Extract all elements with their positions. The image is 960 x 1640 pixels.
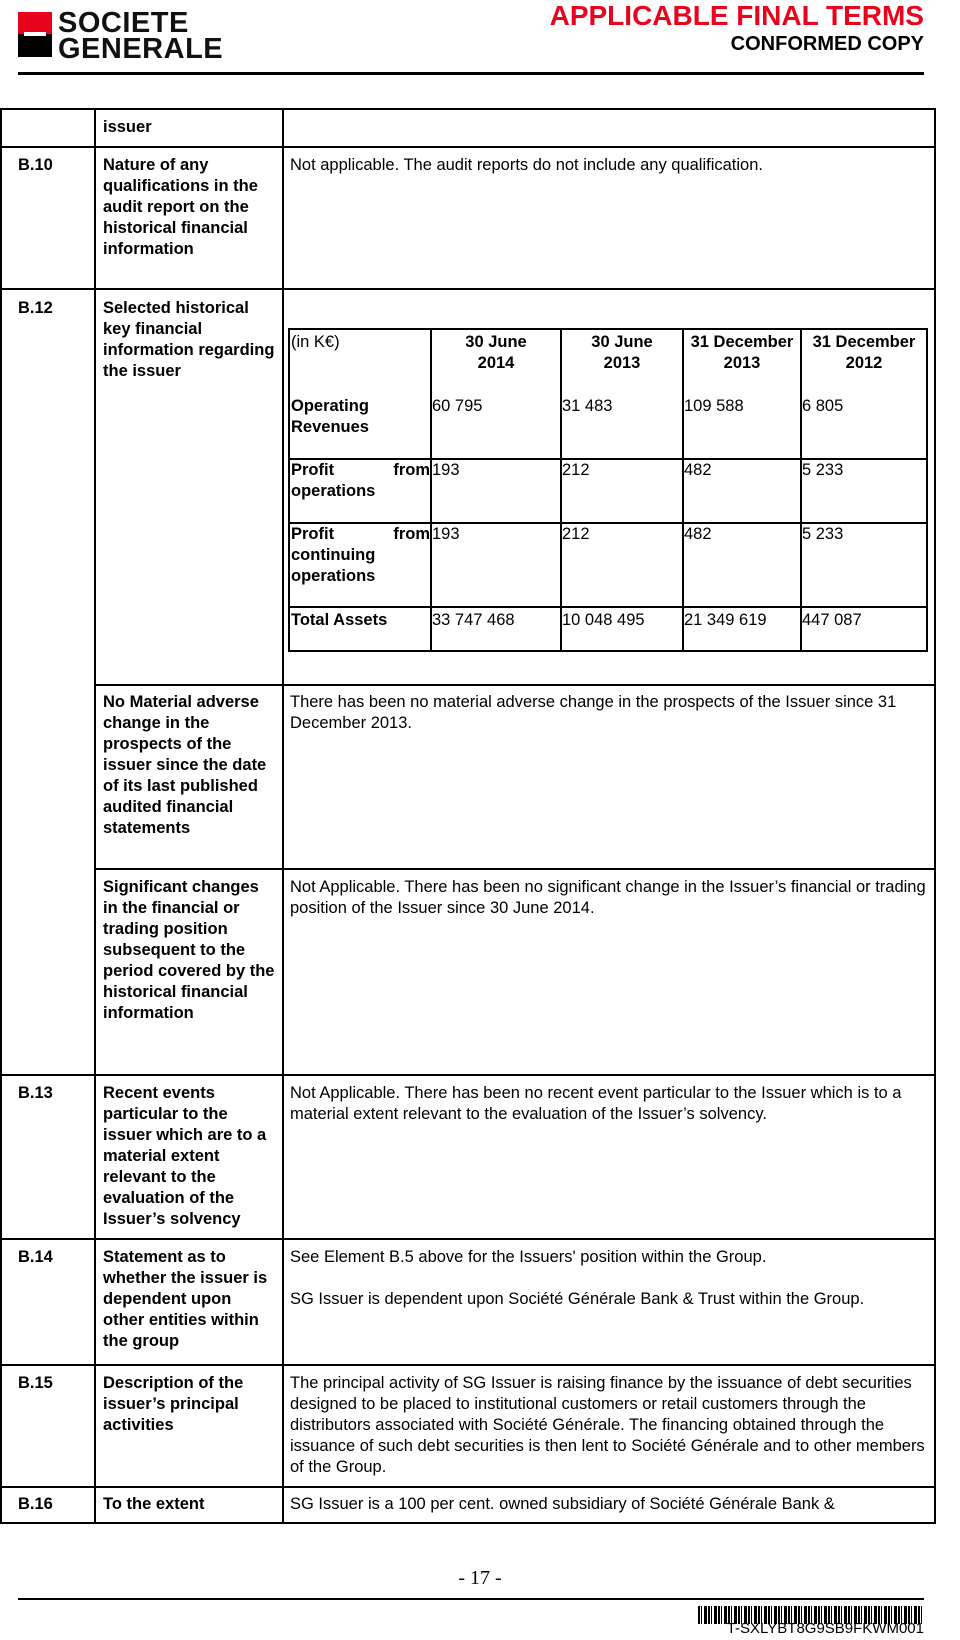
table-line [0, 146, 936, 148]
header-divider [18, 72, 924, 75]
fin-row-header [291, 524, 430, 587]
logo-line-2: GENERALE [58, 33, 224, 65]
fin-cell: 60 795 [432, 397, 483, 415]
fin-column-header [684, 332, 800, 374]
table-line [934, 108, 936, 1524]
table-line [0, 1238, 936, 1240]
element-label: Selected historical key financial information regarding the issuer [103, 299, 275, 380]
fin-cell: 21 349 619 [684, 611, 767, 629]
column-header-line: 2013 [723, 354, 761, 372]
fin-cell: 447 087 [802, 611, 862, 629]
fin-cell: 5 233 [802, 461, 844, 479]
fin-unit-label: (in K€) [291, 333, 340, 351]
element-code: B.10 [18, 156, 53, 174]
fin-cell: 212 [562, 525, 590, 543]
footer-divider [18, 1598, 924, 1600]
paragraph: SG Issuer is dependent upon Société Générale Bank & Trust within the Group. [290, 1290, 865, 1308]
fin-table-line [430, 328, 432, 652]
element-text: SG Issuer is a 100 per cent. owned subsidiary of Société Générale Bank & [290, 1495, 835, 1513]
column-header-line: 2013 [603, 354, 641, 372]
column-header-line: 31 December [812, 333, 916, 351]
column-header-line: 31 December [690, 333, 794, 351]
fin-cell: 193 [432, 525, 460, 543]
table-line [0, 108, 936, 110]
column-header-line: 30 June [591, 333, 653, 351]
row-header-word: from [393, 525, 430, 543]
fin-cell: 212 [562, 461, 590, 479]
paragraph: See Element B.5 above for the Issuers' position within the Group. [290, 1248, 767, 1266]
row-label-issuer: issuer [103, 118, 152, 136]
table-line [94, 868, 936, 870]
element-code: B.16 [18, 1495, 53, 1513]
row-header-word: Operating [291, 397, 369, 415]
fin-column-header [802, 332, 926, 374]
logo-wordmark [58, 7, 224, 65]
financial-information-table [288, 328, 928, 652]
row-header-word: from [393, 461, 430, 479]
fin-table-line [288, 606, 928, 608]
element-label: Recent events particular to the issuer which are to a material extent relevant to the evaluation of the Issuer’s solvency [103, 1084, 267, 1228]
row-header-word: Profit [291, 461, 335, 479]
fin-table-line [926, 328, 928, 652]
fin-table-line [682, 328, 684, 652]
fin-table-line [800, 328, 802, 652]
fin-table-line [288, 328, 928, 330]
table-line [282, 108, 284, 1524]
row-header-line: Revenues [291, 418, 369, 436]
element-code: B.12 [18, 299, 53, 317]
element-label: Nature of any qualifications in the audit report on the historical financial information [103, 156, 258, 258]
element-label: Description of the issuer’s principal activities [103, 1374, 244, 1434]
document-title: APPLICABLE FINAL TERMS [549, 0, 924, 31]
element-text: Not Applicable. There has been no recent event particular to the Issuer which is to a material extent relevant to the evaluation of the Issuer’s solvency. [290, 1084, 902, 1123]
fin-table-line [288, 650, 928, 652]
element-label: Statement as to whether the issuer is dependent upon other entities within the group [103, 1248, 268, 1350]
table-line [0, 108, 2, 1524]
page-number: - 17 - [458, 1567, 502, 1589]
table-line [0, 1486, 936, 1488]
table-line [94, 684, 936, 686]
element-text: Not applicable. The audit reports do not include any qualification. [290, 156, 763, 174]
fin-cell: 31 483 [562, 397, 613, 415]
element-text [290, 1247, 930, 1310]
fin-row-header: Total Assets [291, 611, 388, 629]
fin-cell: 10 048 495 [562, 611, 645, 629]
fin-cell: 6 805 [802, 397, 844, 415]
column-header-line: 2012 [845, 354, 883, 372]
document-id: T-SXLYBT8G9SB9FKWM001 [726, 1620, 924, 1637]
fin-table-line [560, 328, 562, 652]
table-line [0, 1364, 936, 1366]
column-header-line: 2014 [477, 354, 515, 372]
logo-line-1: SOCIETE [58, 7, 189, 39]
document-subtitle: CONFORMED COPY [730, 33, 924, 55]
fin-column-header [432, 332, 560, 374]
table-line [94, 108, 96, 1524]
fin-column-header [562, 332, 682, 374]
societe-generale-logo-mark [18, 12, 52, 57]
element-label: No Material adverse change in the prospects of the issuer since the date of its last published audited financial statements [103, 693, 267, 837]
fin-cell: 482 [684, 461, 712, 479]
fin-cell: 193 [432, 461, 460, 479]
fin-cell: 33 747 468 [432, 611, 515, 629]
fin-cell: 482 [684, 525, 712, 543]
element-text: The principal activity of SG Issuer is raising finance by the issuance of debt securities designed to be placed to institutional customers or retail customers through the distributors associated with Société Générale. The financing obtained through the issuance of such debt securities is then lent to Société Générale and to other members of the Group. [290, 1374, 925, 1476]
element-code: B.14 [18, 1248, 53, 1266]
fin-cell: 5 233 [802, 525, 844, 543]
element-text: There has been no material adverse change in the prospects of the Issuer since 31 December 2013. [290, 693, 897, 732]
column-header-line: 30 June [465, 333, 527, 351]
fin-cell: 109 588 [684, 397, 744, 415]
element-text: Not Applicable. There has been no significant change in the Issuer’s financial or trading position of the Issuer since 30 June 2014. [290, 878, 926, 917]
element-code: B.15 [18, 1374, 53, 1392]
row-header-line: continuing [291, 546, 376, 564]
table-line [0, 1074, 936, 1076]
row-header-word: Profit [291, 525, 335, 543]
table-line [0, 1522, 936, 1524]
fin-table-line [288, 328, 290, 652]
row-header-line: operations [291, 567, 376, 585]
fin-row-header [291, 460, 430, 502]
row-header-line: operations [291, 482, 376, 500]
element-label: To the extent [103, 1495, 205, 1513]
element-code: B.13 [18, 1084, 53, 1102]
fin-row-header [291, 396, 427, 438]
element-label: Significant changes in the financial or trading position subsequent to the period covered by the historical financial information [103, 878, 275, 1022]
table-line [0, 288, 936, 290]
